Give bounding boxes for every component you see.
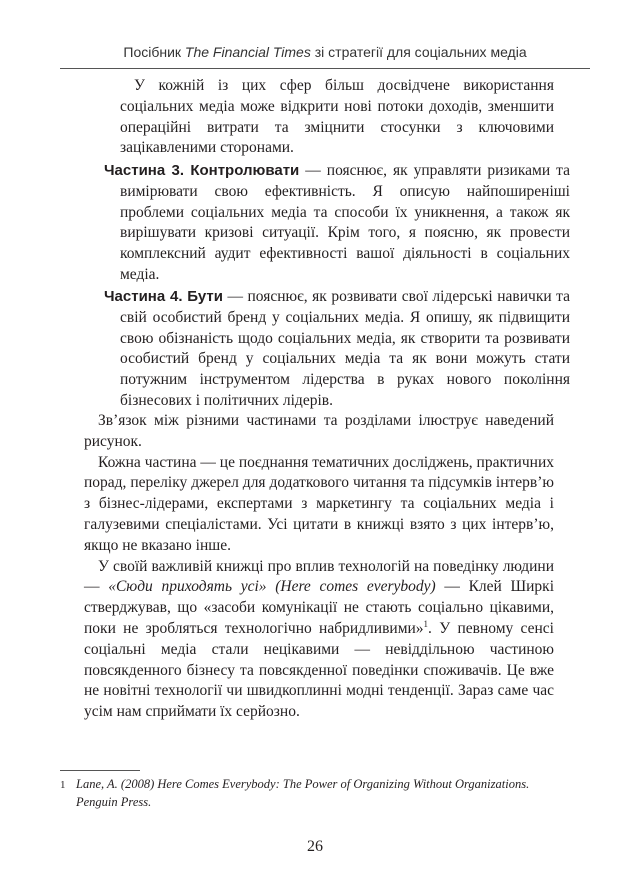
running-header-prefix: Посібник xyxy=(123,44,185,60)
footnote-text: Lane, A. (2008) Here Comes Everybody: The Power of Organizing Without Organizations. Penguin Press. xyxy=(76,777,530,809)
running-header-suffix: зі стратегії для соціальних медіа xyxy=(310,44,527,60)
part-4-item xyxy=(104,287,570,412)
footnote-number: 1 xyxy=(60,779,66,791)
part-4-label: Частина 4. Бути xyxy=(104,288,223,305)
part-3-text: — пояснює, як управляти ризиками та вимірювати свою ефективність. Я описую найпоширеніші проблеми соціальних медіа та способи їх уникнення, а також як вирішувати кризові ситуації. Крім того, я поясню, як провести комплексний аудит ефективності вашої діяльності в соціальних медіа. xyxy=(120,162,570,283)
body-text xyxy=(84,411,554,723)
running-header-book-title: The Financial Times xyxy=(184,44,311,60)
body-paragraph-3-part-b: — Клей Ширкі стверджував, що «засоби комунікації не стають соціально цікавими, поки не зробляться технологічно набридливими» xyxy=(84,578,555,637)
body-paragraph-1: Зв’язок між різними частинами та розділами ілюструє наведений рисунок. xyxy=(84,412,554,450)
header-rule xyxy=(60,68,590,69)
footnote xyxy=(60,776,570,811)
part-3-item xyxy=(104,161,570,286)
intro-block xyxy=(120,76,554,159)
body-paragraph-3-part-c: . У певному сенсі соціальні медіа стали нецікавими — невіддільною частиною повсякденного бізнесу та повсякденної поведінки споживачів. Це вже не новітні технології чи швидкоплинні модні тенденції. Зараз саме час усім нам сприймати їх серйозно. xyxy=(84,619,554,721)
part-4-text: — пояснює, як розвивати свої лідерські навички та свій особистий бренд у соціальних медіа. Я опишу, як підвищити свою обізнаність щодо соціальних медіа, як створити та розвивати особистий бренд у соціальних медіа та як вони можуть стати потужним інструментом лідерства в руках нового покоління бізнесових і політичних лідерів. xyxy=(120,288,570,409)
book-title-italic: «Сюди приходять усі» (Here comes everybody) xyxy=(108,578,436,596)
running-header xyxy=(60,44,590,60)
footnote-reference[interactable]: 1 xyxy=(423,618,429,629)
part-3-label: Частина 3. Контролювати xyxy=(104,162,300,179)
intro-paragraph: У кожній із цих сфер більш досвідчене використання соціальних медіа може відкрити нові потоки доходів, зменшити операційні витрати та зміцнити стосунки з ключовими зацікавленими сторонами. xyxy=(120,77,554,157)
body-paragraph-2: Кожна частина — це поєднання тематичних досліджень, практичних порад, переліку джерел для додаткового читання та підсумків інтерв’ю з бізнес-лідерами, експертами з маркетингу та соціальних медіа і галузевими спеціалістами. Усі цитати в книжці взято з цих інтерв’ю, якщо не вказано інше. xyxy=(84,453,554,554)
body-paragraph-3-part-a: У своїй важливій книжці про вплив технологій на поведінку людини — xyxy=(84,557,554,596)
page-number: 26 xyxy=(307,838,323,855)
footnote-rule xyxy=(60,770,140,771)
body-paragraph-3 xyxy=(84,557,554,723)
